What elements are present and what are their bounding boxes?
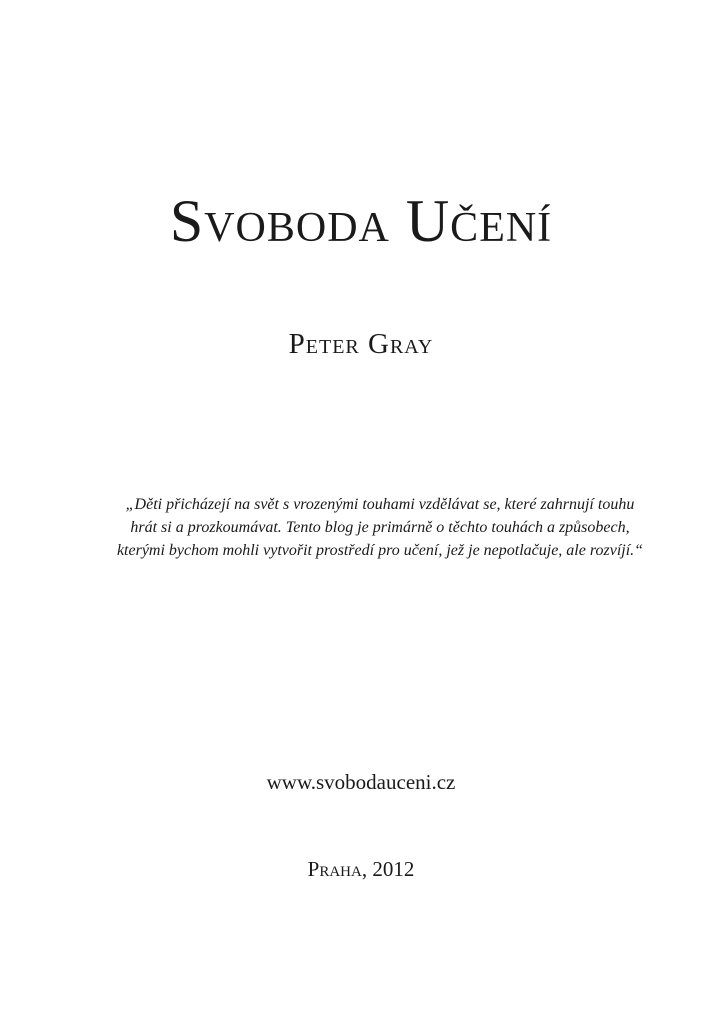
book-author: Peter Gray <box>288 328 434 360</box>
quote-line-3: kterými bychom mohli vytvořit prostředí pro učení, jež je nepotlačuje, ale rozvíjí.“ <box>116 542 644 559</box>
publication-year: , 2012 <box>361 857 415 881</box>
book-title: Svoboda Učení <box>169 188 553 254</box>
publication-place: Praha <box>307 857 362 881</box>
quote-line-1: „Děti přicházejí na svět s vrozenými touhami vzdělávat se, které zahrnují touhu <box>125 496 635 513</box>
publication-place-year <box>0 855 722 883</box>
website-url: www.svobodauceni.cz <box>266 770 456 794</box>
epigraph-quote <box>110 493 650 562</box>
quote-line-2: hrát si a prozkoumávat. Tento blog je primárně o těchto touhách a způsobech, <box>130 519 630 536</box>
